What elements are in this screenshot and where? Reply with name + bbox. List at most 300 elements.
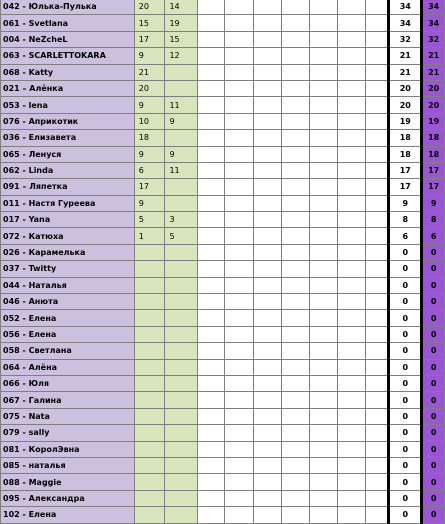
participant-name-cell[interactable]: 011 - Настя Гуреева (1, 195, 135, 211)
round-1-cell[interactable]: 18 (134, 130, 165, 146)
empty-cell[interactable] (197, 261, 224, 277)
round-1-cell[interactable]: 9 (134, 48, 165, 64)
participant-name-cell[interactable]: 058 - Светлана (1, 343, 135, 359)
empty-cell[interactable] (366, 179, 389, 195)
empty-cell[interactable] (197, 212, 224, 228)
empty-cell[interactable] (197, 228, 224, 244)
empty-cell[interactable] (310, 64, 338, 80)
empty-cell[interactable] (310, 15, 338, 31)
empty-cell[interactable] (366, 15, 389, 31)
empty-cell[interactable] (310, 130, 338, 146)
final-score-cell[interactable]: 0 (422, 375, 445, 391)
empty-cell[interactable] (366, 408, 389, 424)
final-score-cell[interactable]: 6 (422, 228, 445, 244)
total-cell[interactable]: 20 (389, 80, 422, 96)
round-1-cell[interactable]: 6 (134, 162, 165, 178)
round-1-cell[interactable]: 17 (134, 179, 165, 195)
empty-cell[interactable] (338, 261, 366, 277)
empty-cell[interactable] (224, 261, 253, 277)
empty-cell[interactable] (253, 244, 281, 260)
empty-cell[interactable] (224, 15, 253, 31)
total-cell[interactable]: 0 (389, 326, 422, 342)
empty-cell[interactable] (338, 130, 366, 146)
participant-name-cell[interactable]: 036 - Елизавета (1, 130, 135, 146)
empty-cell[interactable] (281, 294, 310, 310)
empty-cell[interactable] (281, 162, 310, 178)
empty-cell[interactable] (281, 228, 310, 244)
empty-cell[interactable] (253, 195, 281, 211)
total-cell[interactable]: 19 (389, 113, 422, 129)
empty-cell[interactable] (224, 474, 253, 490)
empty-cell[interactable] (366, 228, 389, 244)
empty-cell[interactable] (310, 392, 338, 408)
empty-cell[interactable] (281, 277, 310, 293)
empty-cell[interactable] (281, 97, 310, 113)
empty-cell[interactable] (224, 64, 253, 80)
empty-cell[interactable] (253, 261, 281, 277)
empty-cell[interactable] (281, 457, 310, 473)
empty-cell[interactable] (224, 162, 253, 178)
participant-name-cell[interactable]: 095 - Александра (1, 490, 135, 506)
total-cell[interactable]: 0 (389, 375, 422, 391)
empty-cell[interactable] (224, 490, 253, 506)
empty-cell[interactable] (310, 0, 338, 15)
final-score-cell[interactable]: 0 (422, 507, 445, 523)
empty-cell[interactable] (310, 375, 338, 391)
empty-cell[interactable] (281, 179, 310, 195)
round-2-cell[interactable]: 11 (165, 97, 197, 113)
round-2-cell[interactable] (165, 294, 197, 310)
empty-cell[interactable] (366, 392, 389, 408)
round-1-cell[interactable]: 5 (134, 212, 165, 228)
empty-cell[interactable] (281, 425, 310, 441)
participant-name-cell[interactable]: 021 – Алёнка (1, 80, 135, 96)
empty-cell[interactable] (338, 113, 366, 129)
empty-cell[interactable] (281, 15, 310, 31)
empty-cell[interactable] (197, 31, 224, 47)
empty-cell[interactable] (197, 326, 224, 342)
total-cell[interactable]: 0 (389, 343, 422, 359)
empty-cell[interactable] (197, 64, 224, 80)
empty-cell[interactable] (281, 375, 310, 391)
empty-cell[interactable] (338, 195, 366, 211)
empty-cell[interactable] (253, 48, 281, 64)
final-score-cell[interactable]: 34 (422, 0, 445, 15)
round-2-cell[interactable] (165, 343, 197, 359)
round-1-cell[interactable] (134, 425, 165, 441)
empty-cell[interactable] (281, 212, 310, 228)
empty-cell[interactable] (224, 277, 253, 293)
empty-cell[interactable] (197, 97, 224, 113)
round-2-cell[interactable] (165, 179, 197, 195)
participant-name-cell[interactable]: 026 - Карамелька (1, 244, 135, 260)
total-cell[interactable]: 0 (389, 441, 422, 457)
empty-cell[interactable] (253, 375, 281, 391)
empty-cell[interactable] (338, 277, 366, 293)
total-cell[interactable]: 0 (389, 277, 422, 293)
final-score-cell[interactable]: 8 (422, 212, 445, 228)
final-score-cell[interactable]: 0 (422, 294, 445, 310)
participant-name-cell[interactable]: 017 - Yana (1, 212, 135, 228)
empty-cell[interactable] (281, 146, 310, 162)
round-1-cell[interactable] (134, 359, 165, 375)
total-cell[interactable]: 0 (389, 507, 422, 523)
empty-cell[interactable] (366, 474, 389, 490)
empty-cell[interactable] (281, 0, 310, 15)
empty-cell[interactable] (253, 277, 281, 293)
empty-cell[interactable] (338, 244, 366, 260)
empty-cell[interactable] (281, 359, 310, 375)
total-cell[interactable]: 0 (389, 310, 422, 326)
empty-cell[interactable] (366, 212, 389, 228)
empty-cell[interactable] (197, 392, 224, 408)
empty-cell[interactable] (338, 97, 366, 113)
empty-cell[interactable] (310, 80, 338, 96)
empty-cell[interactable] (197, 130, 224, 146)
empty-cell[interactable] (224, 130, 253, 146)
empty-cell[interactable] (366, 326, 389, 342)
empty-cell[interactable] (224, 326, 253, 342)
empty-cell[interactable] (338, 15, 366, 31)
participant-name-cell[interactable]: 053 - lena (1, 97, 135, 113)
round-1-cell[interactable] (134, 408, 165, 424)
round-2-cell[interactable] (165, 310, 197, 326)
empty-cell[interactable] (310, 457, 338, 473)
empty-cell[interactable] (338, 425, 366, 441)
empty-cell[interactable] (310, 294, 338, 310)
round-2-cell[interactable] (165, 261, 197, 277)
final-score-cell[interactable]: 19 (422, 113, 445, 129)
total-cell[interactable]: 0 (389, 457, 422, 473)
empty-cell[interactable] (224, 179, 253, 195)
empty-cell[interactable] (281, 310, 310, 326)
participant-name-cell[interactable]: 102 - Елена (1, 507, 135, 523)
participant-name-cell[interactable]: 085 - наталья (1, 457, 135, 473)
total-cell[interactable]: 0 (389, 474, 422, 490)
empty-cell[interactable] (253, 64, 281, 80)
empty-cell[interactable] (281, 244, 310, 260)
round-1-cell[interactable] (134, 375, 165, 391)
participant-name-cell[interactable]: 091 – Ляпетка (1, 179, 135, 195)
round-2-cell[interactable]: 19 (165, 15, 197, 31)
empty-cell[interactable] (197, 179, 224, 195)
empty-cell[interactable] (338, 343, 366, 359)
final-score-cell[interactable]: 20 (422, 97, 445, 113)
total-cell[interactable]: 34 (389, 15, 422, 31)
empty-cell[interactable] (366, 244, 389, 260)
final-score-cell[interactable]: 17 (422, 179, 445, 195)
empty-cell[interactable] (281, 507, 310, 523)
empty-cell[interactable] (253, 474, 281, 490)
empty-cell[interactable] (338, 490, 366, 506)
empty-cell[interactable] (253, 359, 281, 375)
empty-cell[interactable] (253, 113, 281, 129)
empty-cell[interactable] (366, 294, 389, 310)
final-score-cell[interactable]: 0 (422, 277, 445, 293)
total-cell[interactable]: 0 (389, 359, 422, 375)
empty-cell[interactable] (281, 195, 310, 211)
empty-cell[interactable] (310, 48, 338, 64)
empty-cell[interactable] (366, 359, 389, 375)
empty-cell[interactable] (197, 113, 224, 129)
final-score-cell[interactable]: 0 (422, 408, 445, 424)
total-cell[interactable]: 0 (389, 408, 422, 424)
final-score-cell[interactable]: 0 (422, 474, 445, 490)
empty-cell[interactable] (310, 425, 338, 441)
final-score-cell[interactable]: 0 (422, 441, 445, 457)
round-1-cell[interactable]: 20 (134, 80, 165, 96)
round-1-cell[interactable] (134, 310, 165, 326)
total-cell[interactable]: 17 (389, 179, 422, 195)
total-cell[interactable]: 17 (389, 162, 422, 178)
empty-cell[interactable] (224, 80, 253, 96)
empty-cell[interactable] (253, 457, 281, 473)
empty-cell[interactable] (366, 64, 389, 80)
round-2-cell[interactable] (165, 392, 197, 408)
empty-cell[interactable] (253, 228, 281, 244)
round-2-cell[interactable]: 9 (165, 146, 197, 162)
total-cell[interactable]: 20 (389, 97, 422, 113)
participant-name-cell[interactable]: 068 - Katty (1, 64, 135, 80)
round-1-cell[interactable] (134, 507, 165, 523)
empty-cell[interactable] (281, 474, 310, 490)
total-cell[interactable]: 34 (389, 0, 422, 15)
total-cell[interactable]: 0 (389, 392, 422, 408)
empty-cell[interactable] (338, 31, 366, 47)
empty-cell[interactable] (281, 48, 310, 64)
round-1-cell[interactable]: 21 (134, 64, 165, 80)
empty-cell[interactable] (338, 359, 366, 375)
round-2-cell[interactable]: 9 (165, 113, 197, 129)
participant-name-cell[interactable]: 064 - Алёна (1, 359, 135, 375)
final-score-cell[interactable]: 0 (422, 490, 445, 506)
empty-cell[interactable] (197, 0, 224, 15)
round-1-cell[interactable]: 17 (134, 31, 165, 47)
empty-cell[interactable] (281, 408, 310, 424)
participant-name-cell[interactable]: 004 - NeZcheL (1, 31, 135, 47)
empty-cell[interactable] (366, 490, 389, 506)
empty-cell[interactable] (310, 359, 338, 375)
participant-name-cell[interactable]: 065 - Ленуся (1, 146, 135, 162)
total-cell[interactable]: 0 (389, 425, 422, 441)
empty-cell[interactable] (253, 310, 281, 326)
empty-cell[interactable] (310, 507, 338, 523)
empty-cell[interactable] (224, 359, 253, 375)
participant-name-cell[interactable]: 072 - Катюха (1, 228, 135, 244)
empty-cell[interactable] (224, 441, 253, 457)
empty-cell[interactable] (338, 310, 366, 326)
empty-cell[interactable] (310, 195, 338, 211)
empty-cell[interactable] (338, 457, 366, 473)
total-cell[interactable]: 0 (389, 261, 422, 277)
final-score-cell[interactable]: 21 (422, 64, 445, 80)
empty-cell[interactable] (224, 212, 253, 228)
round-2-cell[interactable]: 12 (165, 48, 197, 64)
round-2-cell[interactable] (165, 80, 197, 96)
participant-name-cell[interactable]: 056 - Елена (1, 326, 135, 342)
participant-name-cell[interactable]: 066 - Юля (1, 375, 135, 391)
total-cell[interactable]: 0 (389, 490, 422, 506)
round-1-cell[interactable] (134, 277, 165, 293)
empty-cell[interactable] (281, 130, 310, 146)
total-cell[interactable]: 8 (389, 212, 422, 228)
empty-cell[interactable] (338, 64, 366, 80)
participant-name-cell[interactable]: 044 - Наталья (1, 277, 135, 293)
final-score-cell[interactable]: 0 (422, 359, 445, 375)
empty-cell[interactable] (253, 146, 281, 162)
empty-cell[interactable] (281, 31, 310, 47)
empty-cell[interactable] (197, 490, 224, 506)
total-cell[interactable]: 0 (389, 294, 422, 310)
empty-cell[interactable] (224, 343, 253, 359)
participant-name-cell[interactable]: 061 - Svetlana (1, 15, 135, 31)
empty-cell[interactable] (197, 15, 224, 31)
round-2-cell[interactable] (165, 425, 197, 441)
empty-cell[interactable] (197, 146, 224, 162)
empty-cell[interactable] (310, 244, 338, 260)
round-2-cell[interactable] (165, 441, 197, 457)
empty-cell[interactable] (281, 343, 310, 359)
empty-cell[interactable] (338, 507, 366, 523)
empty-cell[interactable] (366, 195, 389, 211)
empty-cell[interactable] (338, 294, 366, 310)
participant-name-cell[interactable]: 088 - Maggie (1, 474, 135, 490)
empty-cell[interactable] (197, 162, 224, 178)
round-2-cell[interactable] (165, 326, 197, 342)
round-2-cell[interactable] (165, 408, 197, 424)
empty-cell[interactable] (197, 80, 224, 96)
final-score-cell[interactable]: 21 (422, 48, 445, 64)
final-score-cell[interactable]: 0 (422, 244, 445, 260)
empty-cell[interactable] (197, 408, 224, 424)
empty-cell[interactable] (366, 0, 389, 15)
final-score-cell[interactable]: 18 (422, 146, 445, 162)
empty-cell[interactable] (310, 490, 338, 506)
empty-cell[interactable] (281, 326, 310, 342)
empty-cell[interactable] (224, 31, 253, 47)
empty-cell[interactable] (366, 457, 389, 473)
final-score-cell[interactable]: 0 (422, 425, 445, 441)
empty-cell[interactable] (366, 97, 389, 113)
empty-cell[interactable] (197, 375, 224, 391)
empty-cell[interactable] (253, 490, 281, 506)
empty-cell[interactable] (366, 425, 389, 441)
final-score-cell[interactable]: 32 (422, 31, 445, 47)
empty-cell[interactable] (253, 130, 281, 146)
empty-cell[interactable] (224, 408, 253, 424)
final-score-cell[interactable]: 0 (422, 343, 445, 359)
empty-cell[interactable] (281, 261, 310, 277)
empty-cell[interactable] (366, 343, 389, 359)
empty-cell[interactable] (253, 0, 281, 15)
participant-name-cell[interactable]: 042 - Юлька-Пулька (1, 0, 135, 15)
empty-cell[interactable] (366, 375, 389, 391)
participant-name-cell[interactable]: 062 - Linda (1, 162, 135, 178)
empty-cell[interactable] (197, 48, 224, 64)
empty-cell[interactable] (310, 97, 338, 113)
final-score-cell[interactable]: 0 (422, 261, 445, 277)
final-score-cell[interactable]: 0 (422, 392, 445, 408)
empty-cell[interactable] (310, 261, 338, 277)
empty-cell[interactable] (224, 97, 253, 113)
empty-cell[interactable] (253, 80, 281, 96)
round-2-cell[interactable]: 14 (165, 0, 197, 15)
round-1-cell[interactable] (134, 244, 165, 260)
empty-cell[interactable] (253, 179, 281, 195)
empty-cell[interactable] (253, 507, 281, 523)
empty-cell[interactable] (281, 64, 310, 80)
total-cell[interactable]: 18 (389, 130, 422, 146)
round-2-cell[interactable]: 15 (165, 31, 197, 47)
round-1-cell[interactable]: 9 (134, 195, 165, 211)
empty-cell[interactable] (310, 146, 338, 162)
empty-cell[interactable] (253, 441, 281, 457)
round-2-cell[interactable]: 3 (165, 212, 197, 228)
round-1-cell[interactable]: 20 (134, 0, 165, 15)
empty-cell[interactable] (281, 490, 310, 506)
empty-cell[interactable] (338, 212, 366, 228)
total-cell[interactable]: 6 (389, 228, 422, 244)
round-2-cell[interactable] (165, 507, 197, 523)
empty-cell[interactable] (310, 277, 338, 293)
empty-cell[interactable] (338, 474, 366, 490)
round-2-cell[interactable] (165, 457, 197, 473)
empty-cell[interactable] (253, 408, 281, 424)
round-1-cell[interactable]: 10 (134, 113, 165, 129)
empty-cell[interactable] (310, 212, 338, 228)
empty-cell[interactable] (338, 48, 366, 64)
empty-cell[interactable] (224, 0, 253, 15)
empty-cell[interactable] (224, 195, 253, 211)
empty-cell[interactable] (253, 425, 281, 441)
empty-cell[interactable] (338, 228, 366, 244)
empty-cell[interactable] (310, 408, 338, 424)
empty-cell[interactable] (197, 244, 224, 260)
empty-cell[interactable] (366, 162, 389, 178)
final-score-cell[interactable]: 9 (422, 195, 445, 211)
empty-cell[interactable] (338, 392, 366, 408)
empty-cell[interactable] (253, 326, 281, 342)
round-1-cell[interactable] (134, 441, 165, 457)
empty-cell[interactable] (224, 392, 253, 408)
empty-cell[interactable] (224, 375, 253, 391)
empty-cell[interactable] (366, 261, 389, 277)
empty-cell[interactable] (310, 310, 338, 326)
empty-cell[interactable] (310, 113, 338, 129)
round-2-cell[interactable] (165, 277, 197, 293)
empty-cell[interactable] (310, 228, 338, 244)
empty-cell[interactable] (253, 343, 281, 359)
empty-cell[interactable] (253, 162, 281, 178)
round-2-cell[interactable]: 11 (165, 162, 197, 178)
round-1-cell[interactable]: 15 (134, 15, 165, 31)
empty-cell[interactable] (366, 507, 389, 523)
round-2-cell[interactable] (165, 474, 197, 490)
round-2-cell[interactable] (165, 195, 197, 211)
final-score-cell[interactable]: 0 (422, 457, 445, 473)
empty-cell[interactable] (366, 146, 389, 162)
empty-cell[interactable] (338, 326, 366, 342)
empty-cell[interactable] (366, 130, 389, 146)
empty-cell[interactable] (197, 474, 224, 490)
empty-cell[interactable] (253, 31, 281, 47)
total-cell[interactable]: 0 (389, 244, 422, 260)
empty-cell[interactable] (197, 277, 224, 293)
final-score-cell[interactable]: 0 (422, 310, 445, 326)
empty-cell[interactable] (338, 375, 366, 391)
empty-cell[interactable] (310, 474, 338, 490)
empty-cell[interactable] (366, 80, 389, 96)
